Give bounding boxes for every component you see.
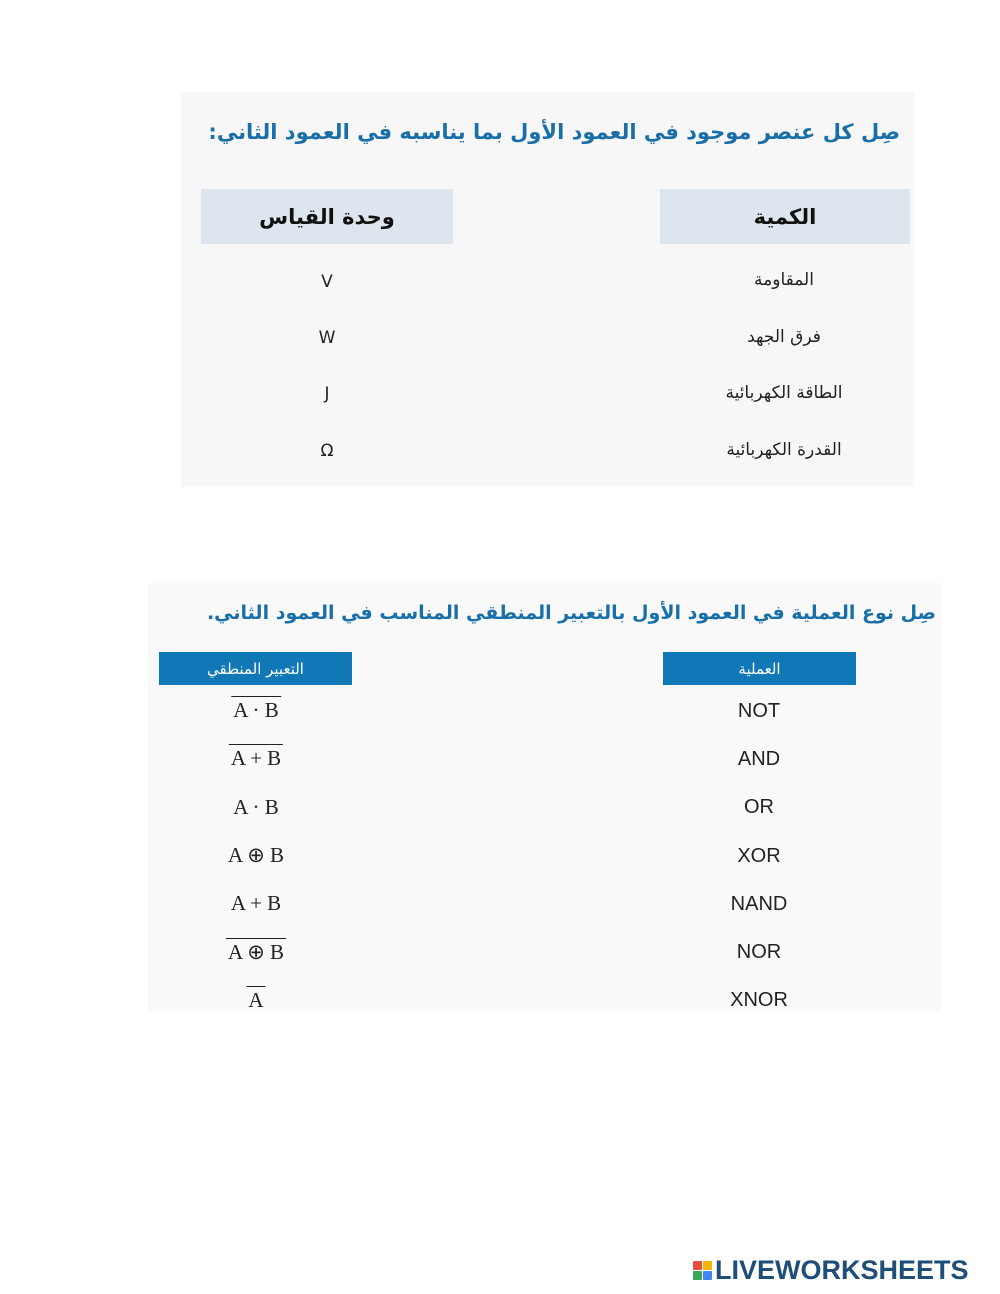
unit-item[interactable]: V xyxy=(321,272,333,292)
expression-item[interactable] xyxy=(233,795,279,820)
quantity-item[interactable]: المقاومة xyxy=(754,270,814,290)
quantity-item[interactable]: الطاقة الكهربائية xyxy=(725,383,843,403)
expression-text: A ⊕ B xyxy=(227,843,285,867)
expression-header: التعبير المنطقي xyxy=(159,652,352,685)
overline-bar xyxy=(246,986,265,987)
operation-header: العملية xyxy=(663,652,856,685)
operation-item[interactable]: XOR xyxy=(737,845,781,867)
unit-item[interactable]: Ω xyxy=(320,441,334,461)
overline-bar xyxy=(226,938,286,939)
expression-item[interactable] xyxy=(228,940,284,965)
expression-item[interactable] xyxy=(231,891,281,916)
overline-bar xyxy=(229,744,283,745)
unit-item[interactable]: W xyxy=(318,328,336,348)
unit-item[interactable]: J xyxy=(324,384,330,404)
operation-item[interactable]: NAND xyxy=(730,893,788,915)
expression-text: A + B xyxy=(230,746,282,770)
expression-text: A + B xyxy=(230,891,282,915)
section2-title: صِل نوع العملية في العمود الأول بالتعبير المنطقي المناسب في العمود الثاني. xyxy=(206,602,936,624)
expression-text: A xyxy=(248,988,264,1012)
overline-bar xyxy=(231,696,281,697)
unit-header: وحدة القياس xyxy=(201,189,453,244)
expression-text: A · B xyxy=(233,795,279,819)
expression-item[interactable] xyxy=(233,698,279,723)
operation-item[interactable]: AND xyxy=(737,748,781,770)
logo-square xyxy=(703,1271,712,1280)
logo-square xyxy=(693,1261,702,1270)
section1-title: صِل كل عنصر موجود في العمود الأول بما يناسبه في العمود الثاني: xyxy=(208,120,900,144)
operation-item[interactable]: XNOR xyxy=(730,989,788,1011)
operation-item[interactable]: NOR xyxy=(736,941,782,963)
operation-item[interactable]: OR xyxy=(744,796,774,818)
operation-item[interactable]: NOT xyxy=(737,700,781,722)
quantity-item[interactable]: فرق الجهد xyxy=(747,327,821,347)
liveworksheets-logo[interactable] xyxy=(693,1255,969,1286)
expression-item[interactable] xyxy=(228,843,284,868)
brand-name: LIVEWORKSHEETS xyxy=(715,1255,969,1285)
logo-square xyxy=(703,1261,712,1270)
logo-square xyxy=(693,1271,702,1280)
logo-mark-icon xyxy=(693,1261,712,1280)
quantity-item[interactable]: القدرة الكهربائية xyxy=(726,440,842,460)
quantity-header: الكمية xyxy=(660,189,910,244)
expression-item[interactable] xyxy=(248,988,263,1013)
expression-text: A ⊕ B xyxy=(227,940,285,964)
expression-text: A · B xyxy=(233,698,279,722)
expression-item[interactable] xyxy=(231,746,281,771)
